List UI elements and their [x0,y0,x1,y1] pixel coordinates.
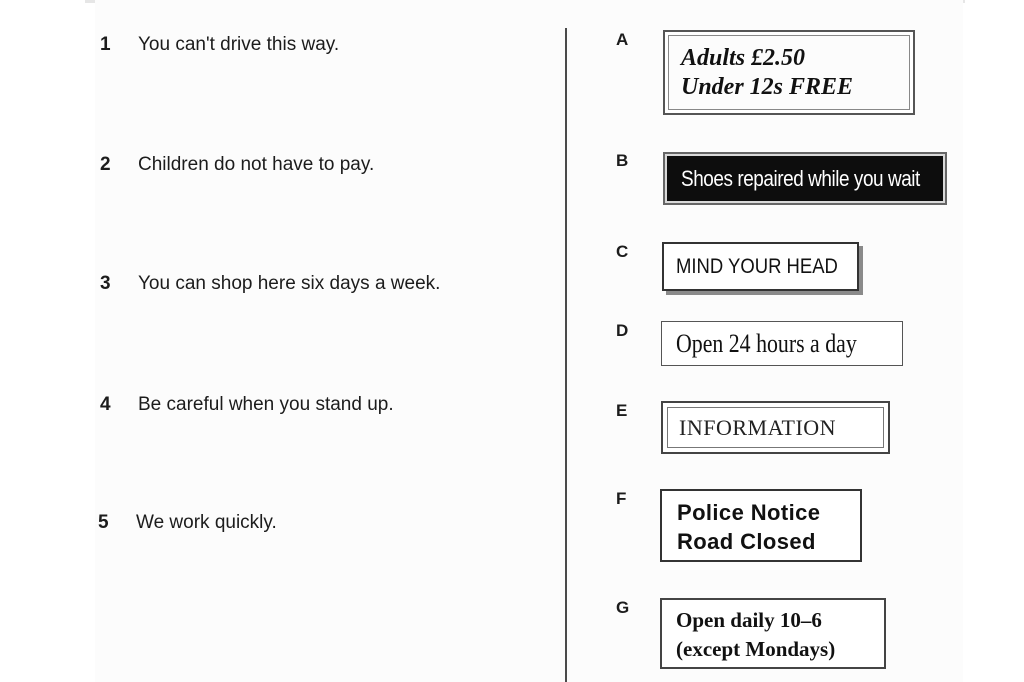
statement-3 [100,273,440,295]
sign-a-ticket-prices [663,30,915,115]
sign-f-police-notice [660,489,862,562]
statement-text: Be careful when you stand up. [138,394,394,415]
sign-line: Road Closed [677,529,816,554]
sign-line: Open 24 hours a day [676,328,857,358]
sign-letter-c: C [616,242,629,261]
sign-line: Adults £2.50 [681,45,806,71]
sign-g-opening-hours [660,598,886,669]
sign-line: Shoes repaired while you wait [681,165,920,191]
sign-letter-e: E [616,401,628,420]
statement-text: We work quickly. [136,512,277,533]
sign-b-shoe-repair [663,152,947,205]
sign-line: Open daily 10–6 [676,608,822,632]
sign-e-information [661,401,890,454]
statement-text: Children do not have to pay. [138,154,375,175]
column-divider [565,28,567,682]
sign-c-mind-your-head [662,242,859,291]
statement-4 [100,394,394,416]
sign-letter-f: F [616,489,627,508]
statement-number: 5 [98,512,109,533]
statement-5 [98,512,277,534]
statement-number: 4 [100,394,111,415]
sign-d-open-24-hours [661,321,903,366]
statement-1 [100,34,339,56]
statement-number: 1 [100,34,111,55]
statement-text: You can shop here six days a week. [138,273,441,294]
sign-letter-b: B [616,151,629,170]
statement-text: You can't drive this way. [138,34,340,55]
statement-2 [100,154,374,176]
sign-line: INFORMATION [679,414,837,440]
sign-letter-a: A [616,30,629,49]
sign-line: MIND YOUR HEAD [676,254,838,278]
sign-line: Police Notice [677,500,821,525]
sign-letter-d: D [616,321,629,340]
sign-letter-g: G [616,598,630,617]
sign-line: Under 12s FREE [681,74,854,100]
statement-number: 2 [100,154,111,175]
statement-number: 3 [100,273,111,294]
sign-line: (except Mondays) [676,637,836,661]
